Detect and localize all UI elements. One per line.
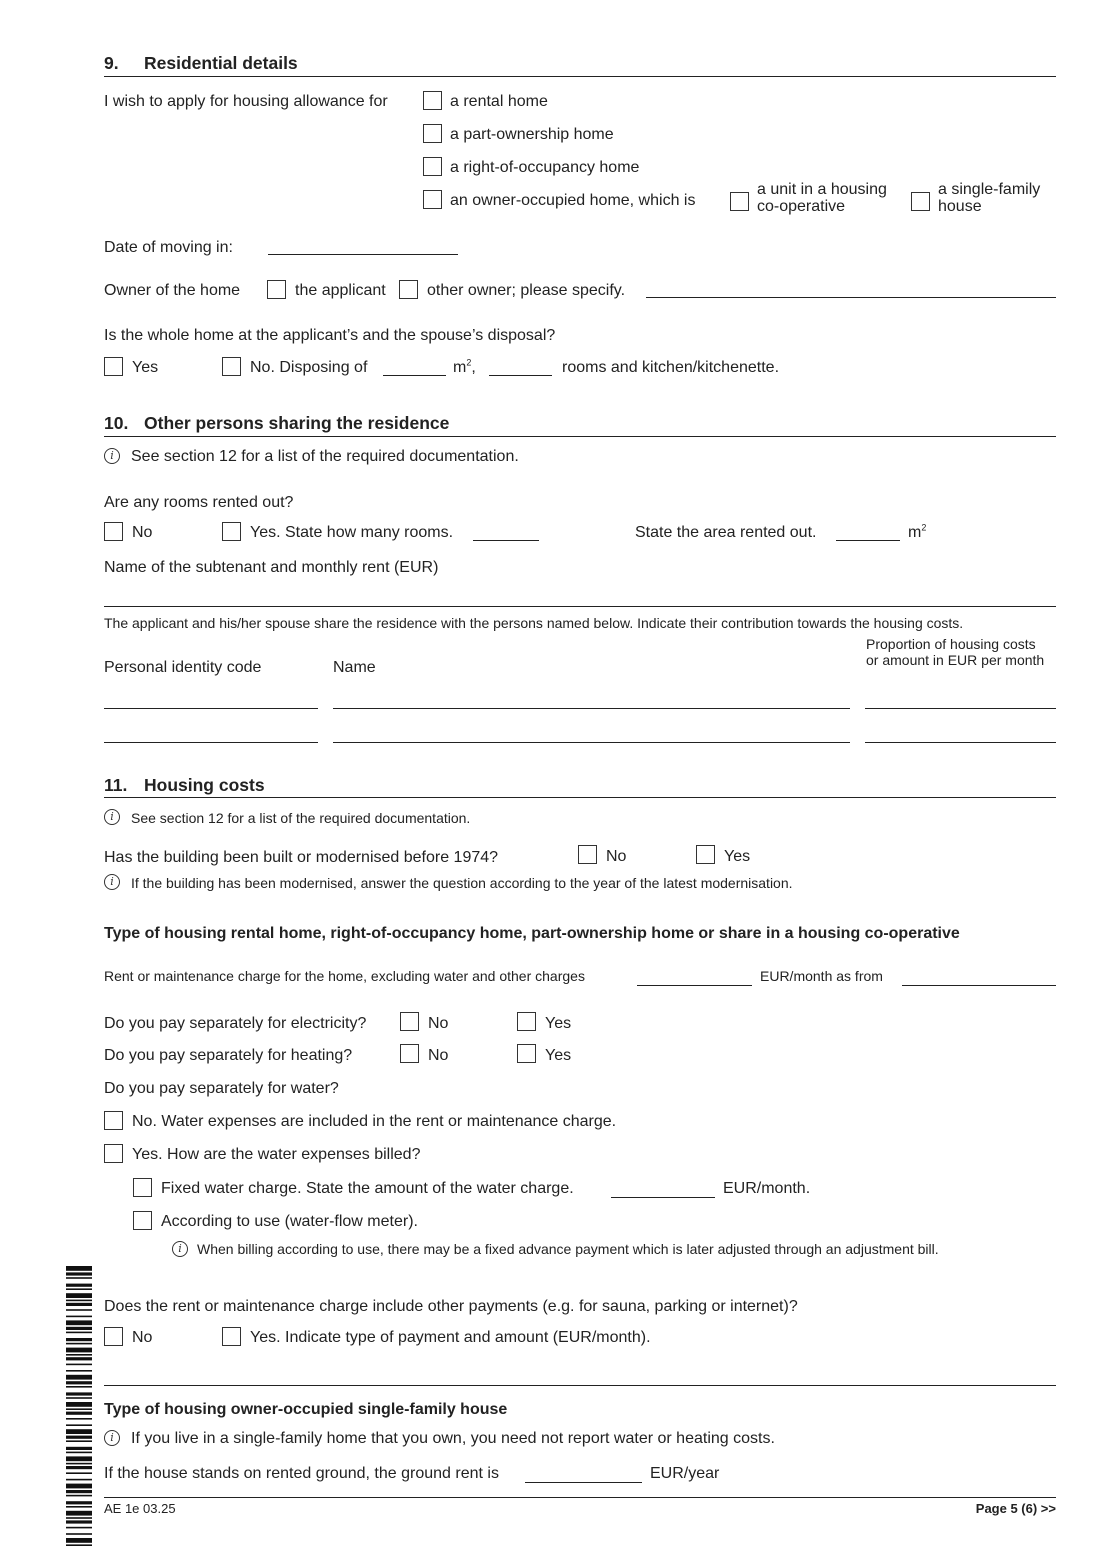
other-payments-no-label: No bbox=[132, 1329, 153, 1346]
col-proportion: Proportion of housing costs or amount in EUR per month bbox=[866, 636, 1045, 668]
section-divider bbox=[104, 436, 1056, 437]
disposing-area-unit: $m^2$, bbox=[453, 357, 476, 376]
other-owner-field[interactable] bbox=[646, 279, 1056, 298]
barcode-icon bbox=[66, 1266, 92, 1546]
ground-rent-eur-year-label: EUR/year bbox=[650, 1465, 720, 1482]
built-before-1974-question: Has the building been built or modernised before 1974? bbox=[104, 849, 499, 866]
water-no-label: No. Water expenses are included in the rent or maintenance charge. bbox=[132, 1113, 617, 1130]
rooms-rented-no-label: No bbox=[132, 524, 153, 541]
heating-no-checkbox[interactable] bbox=[400, 1044, 419, 1063]
subtenant-field-line bbox=[104, 606, 1056, 607]
eur-month-as-from-label: EUR/month as from bbox=[760, 968, 883, 984]
ground-rent-label: If the house stands on rented ground, the ground rent is bbox=[104, 1465, 499, 1482]
subtenant-label: Name of the subtenant and monthly rent (EUR) bbox=[104, 559, 439, 576]
built-before-1974-no-checkbox[interactable] bbox=[578, 845, 597, 864]
heating-yes-checkbox[interactable] bbox=[517, 1044, 536, 1063]
rooms-kitchen-label: rooms and kitchen/kitchenette. bbox=[562, 359, 780, 376]
electricity-no-label: No bbox=[428, 1015, 449, 1032]
section-11-info-text: See section 12 for a list of the required documentation. bbox=[131, 810, 471, 826]
other-payments-yes-label: Yes. Indicate type of payment and amount (EUR/month). bbox=[250, 1329, 651, 1346]
whole-home-yes-checkbox[interactable] bbox=[104, 357, 123, 376]
other-payments-question: Does the rent or maintenance charge include other payments (e.g. for sauna, parking or internet)? bbox=[104, 1298, 798, 1315]
rooms-rented-yes-label: Yes. State how many rooms. bbox=[250, 524, 454, 541]
col-personal-identity-code: Personal identity code bbox=[104, 659, 262, 676]
whole-home-no-checkbox[interactable] bbox=[222, 357, 241, 376]
rooms-rented-question: Are any rooms rented out? bbox=[104, 494, 294, 511]
area-rented-label: State the area rented out. bbox=[635, 524, 817, 541]
rent-start-date-field[interactable] bbox=[902, 967, 1056, 986]
date-moving-in-label: Date of moving in: bbox=[104, 239, 233, 256]
heating-yes-label: Yes bbox=[545, 1047, 572, 1064]
rooms-rented-yes-checkbox[interactable] bbox=[222, 522, 241, 541]
rental-home-checkbox[interactable] bbox=[423, 91, 442, 110]
rental-type-heading: Type of housing rental home, right-of-occupancy home, part-ownership home or share in a housing co-operative bbox=[104, 925, 960, 942]
heating-no-label: No bbox=[428, 1047, 449, 1064]
disposing-rooms-field[interactable] bbox=[489, 357, 552, 376]
owner-occupied-heading: Type of housing owner-occupied single-family house bbox=[104, 1401, 508, 1418]
info-icon: i bbox=[104, 1430, 120, 1446]
part-ownership-checkbox[interactable] bbox=[423, 124, 442, 143]
owner-applicant-label: the applicant bbox=[295, 282, 386, 299]
single-family-house-checkbox[interactable] bbox=[911, 192, 930, 211]
share-residence-text: The applicant and his/her spouse share the residence with the persons named below. Indicate their contribution towards the housing costs. bbox=[104, 615, 964, 631]
right-of-occupancy-checkbox[interactable] bbox=[423, 157, 442, 176]
section-11-number: 11. bbox=[104, 775, 128, 795]
built-before-1974-yes-label: Yes bbox=[724, 848, 751, 865]
electricity-no-checkbox[interactable] bbox=[400, 1012, 419, 1031]
date-moving-in-field[interactable] bbox=[268, 236, 458, 255]
section-9-number: 9. bbox=[104, 53, 119, 73]
other-payments-yes-checkbox[interactable] bbox=[222, 1327, 241, 1346]
person-2-name-field[interactable] bbox=[333, 724, 850, 743]
info-icon: i bbox=[104, 874, 120, 890]
electricity-question: Do you pay separately for electricity? bbox=[104, 1015, 367, 1032]
section-divider bbox=[104, 797, 1056, 798]
right-of-occupancy-label: a right-of-occupancy home bbox=[450, 159, 640, 176]
rent-label: Rent or maintenance charge for the home, excluding water and other charges bbox=[104, 968, 585, 984]
rented-rooms-count-field[interactable] bbox=[473, 522, 539, 541]
disposing-area-field[interactable] bbox=[383, 357, 446, 376]
rent-amount-field[interactable] bbox=[637, 967, 752, 986]
page-number: Page 5 (6) >> bbox=[975, 1501, 1056, 1516]
housing-coop-unit-checkbox[interactable] bbox=[730, 192, 749, 211]
electricity-yes-checkbox[interactable] bbox=[517, 1012, 536, 1031]
apply-label: I wish to apply for housing allowance for bbox=[104, 93, 388, 110]
person-2-proportion-field[interactable] bbox=[865, 724, 1056, 743]
ground-rent-field[interactable] bbox=[525, 1464, 642, 1483]
heating-question: Do you pay separately for heating? bbox=[104, 1047, 353, 1064]
owner-other-label: other owner; please specify. bbox=[427, 282, 626, 299]
person-1-proportion-field[interactable] bbox=[865, 690, 1056, 709]
other-payments-field-line bbox=[104, 1385, 1056, 1386]
person-1-name-field[interactable] bbox=[333, 690, 850, 709]
whole-home-yes-label: Yes bbox=[132, 359, 159, 376]
rooms-rented-no-checkbox[interactable] bbox=[104, 522, 123, 541]
water-yes-label: Yes. How are the water expenses billed? bbox=[132, 1146, 421, 1163]
rental-home-label: a rental home bbox=[450, 93, 548, 110]
section-10-title: Other persons sharing the residence bbox=[144, 413, 450, 433]
person-1-id-field[interactable] bbox=[104, 690, 318, 709]
part-ownership-label: a part-ownership home bbox=[450, 126, 614, 143]
owner-occupied-info-text: If you live in a single-family home that you own, you need not report water or heating costs. bbox=[131, 1430, 775, 1447]
owner-occupied-checkbox[interactable] bbox=[423, 190, 442, 209]
section-divider bbox=[104, 76, 1056, 77]
according-to-use-checkbox[interactable] bbox=[133, 1211, 152, 1230]
owner-occupied-label: an owner-occupied home, which is bbox=[450, 192, 696, 209]
section-9-title: Residential details bbox=[144, 53, 298, 73]
whole-home-question: Is the whole home at the applicant’s and the spouse’s disposal? bbox=[104, 327, 556, 344]
area-rented-unit: $m^2$ bbox=[908, 522, 927, 541]
fixed-water-charge-checkbox[interactable] bbox=[133, 1178, 152, 1197]
footer-divider bbox=[104, 1497, 1056, 1498]
owner-label: Owner of the home bbox=[104, 282, 241, 299]
built-before-1974-yes-checkbox[interactable] bbox=[696, 845, 715, 864]
section-10-info-text: See section 12 for a list of the required documentation. bbox=[131, 448, 519, 465]
modernised-info-text: If the building has been modernised, answer the question according to the year of the latest modernisation. bbox=[131, 875, 793, 891]
water-yes-checkbox[interactable] bbox=[104, 1144, 123, 1163]
section-11-title: Housing costs bbox=[144, 775, 265, 795]
water-charge-amount-field[interactable] bbox=[611, 1179, 715, 1198]
owner-applicant-checkbox[interactable] bbox=[267, 280, 286, 299]
water-question: Do you pay separately for water? bbox=[104, 1080, 339, 1097]
single-family-house-label: a single-family house bbox=[938, 181, 1041, 215]
housing-coop-unit-label: a unit in a housing co-operative bbox=[757, 181, 887, 215]
person-2-id-field[interactable] bbox=[104, 724, 318, 743]
info-icon: i bbox=[172, 1241, 188, 1257]
form-code: AE 1e 03.25 bbox=[104, 1501, 176, 1516]
use-billing-info-text: When billing according to use, there may be a fixed advance payment which is later adjusted through an adjustment bill. bbox=[197, 1241, 939, 1257]
info-icon: i bbox=[104, 448, 120, 464]
other-payments-no-checkbox[interactable] bbox=[104, 1327, 123, 1346]
electricity-yes-label: Yes bbox=[545, 1015, 572, 1032]
area-rented-field[interactable] bbox=[836, 522, 900, 541]
built-before-1974-no-label: No bbox=[606, 848, 627, 865]
according-to-use-label: According to use (water-flow meter). bbox=[161, 1213, 418, 1230]
col-name: Name bbox=[333, 659, 376, 676]
fixed-water-charge-label: Fixed water charge. State the amount of the water charge. bbox=[161, 1180, 574, 1197]
owner-other-checkbox[interactable] bbox=[399, 280, 418, 299]
info-icon: i bbox=[104, 809, 120, 825]
section-10-number: 10. bbox=[104, 413, 129, 433]
whole-home-no-label: No. Disposing of bbox=[250, 359, 368, 376]
water-no-checkbox[interactable] bbox=[104, 1111, 123, 1130]
water-eur-month-label: EUR/month. bbox=[723, 1180, 811, 1197]
